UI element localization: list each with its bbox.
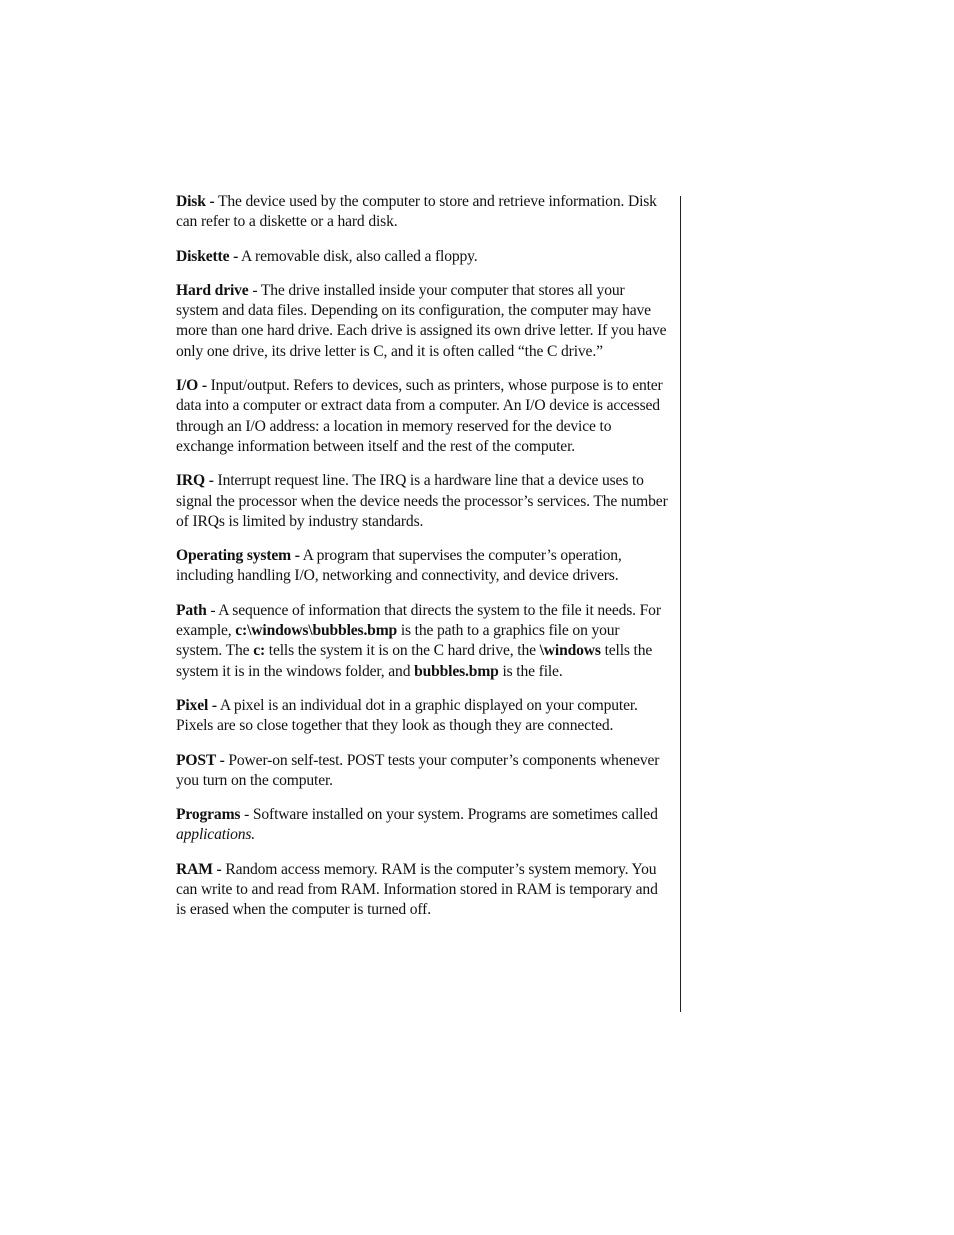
- glossary-emphasis: applications.: [176, 826, 256, 844]
- glossary-list: [176, 192, 668, 935]
- glossary-definition: tells the system it is in the windows folder, and: [176, 642, 653, 680]
- glossary-term: I/O -: [176, 377, 207, 395]
- glossary-term: Operating system -: [176, 547, 300, 565]
- path-folder-part: \windows: [539, 642, 601, 660]
- glossary-term: Disk -: [176, 193, 215, 210]
- margin-rule: [680, 196, 681, 1012]
- glossary-definition: Input/output. Refers to devices, such as printers, whose purpose is to enter data into a computer or extract data from a computer. An I/O device is accessed through an I/O address: a location in memory reserved for the device to exchange information between itself and the rest of the computer.: [176, 377, 663, 455]
- glossary-entry-programs: [176, 805, 668, 846]
- glossary-entry-io: [176, 376, 668, 457]
- glossary-entry-irq: [176, 471, 668, 532]
- glossary-definition: is the path to a graphics file on your system. The: [176, 622, 620, 660]
- path-example: c:\windows\bubbles.bmp: [235, 622, 398, 640]
- glossary-entry-pixel: [176, 696, 668, 737]
- glossary-definition: A program that supervises the computer’s operation, including handling I/O, networking and connectivity, and device drivers.: [176, 547, 622, 585]
- glossary-term: Diskette -: [176, 247, 239, 265]
- glossary-definition: - Software installed on your system. Programs are sometimes called: [240, 806, 658, 824]
- glossary-term: Programs: [176, 806, 241, 824]
- glossary-definition: Random access memory. RAM is the computer’s system memory. You can write to and read from RAM. Information stored in RAM is temporary and is erased when the computer is turned off.: [176, 860, 658, 919]
- glossary-definition: - The drive installed inside your computer that stores all your system and data files. Depending on its configuration, the computer may have more than one hard drive. Each drive is assigned its own drive letter. If you have only one drive, its drive letter is C, and it is often called “the C drive.”: [176, 281, 667, 360]
- glossary-entry-ram: [176, 860, 668, 921]
- glossary-definition: A pixel is an individual dot in a graphic displayed on your computer. Pixels are so close together that they look as though they are connected.: [176, 696, 638, 735]
- glossary-definition: The device used by the computer to store and retrieve information. Disk can refer to a diskette or a hard disk.: [176, 193, 657, 231]
- glossary-definition: A removable disk, also called a floppy.: [238, 247, 478, 265]
- glossary-entry-hard-drive: [176, 281, 668, 362]
- glossary-definition: tells the system it is on the C hard drive, the: [265, 642, 540, 660]
- glossary-entry-diskette: [176, 247, 668, 267]
- glossary-definition: - A sequence of information that directs the system to the file it needs. For example,: [176, 601, 661, 640]
- glossary-definition: is the file.: [498, 662, 563, 680]
- glossary-term: RAM -: [176, 860, 222, 878]
- glossary-term: IRQ -: [176, 472, 214, 490]
- path-drive-part: c:: [253, 642, 266, 660]
- glossary-definition: Power-on self-test. POST tests your computer’s components whenever you turn on the computer.: [176, 751, 660, 789]
- glossary-term: POST -: [176, 751, 225, 769]
- glossary-entry-disk: [176, 192, 668, 233]
- glossary-entry-post: [176, 751, 668, 792]
- glossary-definition: Interrupt request line. The IRQ is a hardware line that a device uses to signal the processor when the device needs the processor’s services. The number of IRQs is limited by industry standards.: [176, 472, 668, 530]
- glossary-entry-path: [176, 601, 668, 682]
- glossary-entry-operating-system: [176, 546, 668, 587]
- glossary-term: Pixel -: [176, 696, 217, 714]
- path-file-part: bubbles.bmp: [414, 662, 499, 680]
- glossary-term: Path: [176, 601, 207, 619]
- glossary-term: Hard drive: [176, 281, 249, 299]
